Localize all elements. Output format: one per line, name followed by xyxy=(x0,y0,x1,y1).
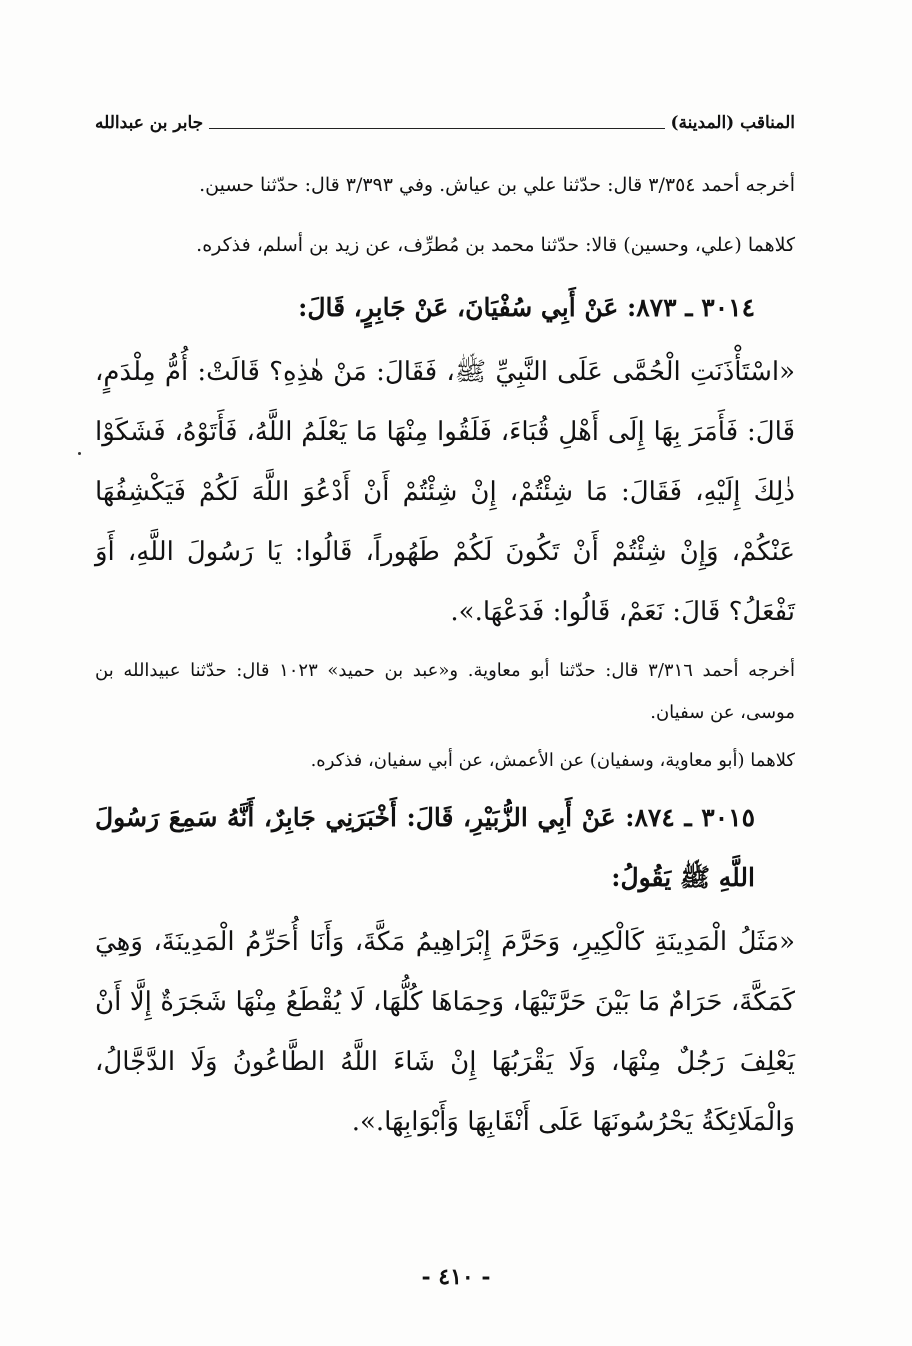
running-header xyxy=(95,108,795,138)
source-note: أخرجه أحمد ٣/٣٥٤ قال: حدّثنا علي بن عياش. وفي ٣/٣٩٣ قال: حدّثنا حسين. xyxy=(199,174,795,196)
header-rule xyxy=(209,128,664,129)
source-note: أخرجه أحمد ٣/٣١٦ قال: حدّثنا أبو معاوية. و«عبد بن حميد» ١٠٢٣ قال: حدّثنا عبيدالله بن موسى، عن سفيان. xyxy=(95,660,795,723)
source-note: كلاهما (علي، وحسين) قالا: حدّثنا محمد بن مُطرِّف، عن زيد بن أسلم، فذكره. xyxy=(196,234,795,256)
hadith-text: «مَثَلُ الْمَدِينَةِ كَالْكِيرِ، وَحَرَّمَ إِبْرَاهِيمُ مَكَّةَ، وَأَنَا أُحَرِّمُ الْمَدِينَةَ، وَهِيَ كَمَكَّةَ، حَرَامٌ مَا بَيْنَ حَرَّتَيْهَا، وَحِمَاهَا كُلُّهَا، لَا يُقْطَعُ مِنْهَا شَجَرَةٌ إِلَّا أَنْ يَعْلِفَ رَجُلٌ مِنْهَا، وَلَا يَقْرَبُهَا إِنْ شَاءَ اللَّهُ الطَّاعُونُ وَلَا الدَّجَّالُ، وَالْمَلَائِكَةُ يَحْرُسُونَهَا عَلَى أَنْقَابِهَا وَأَبْوَابِهَا.». xyxy=(95,927,795,1137)
page-number: - ٤١٠ - xyxy=(421,1264,491,1290)
source-note: كلاهما (أبو معاوية، وسفيان) عن الأعمش، عن أبي سفيان، فذكره. xyxy=(310,750,795,771)
hadith-heading: ٣٠١٥ ـ ٨٧٤: عَنْ أَبِي الزُّبَيْرِ، قَالَ: أَخْبَرَنِي جَابِرٌ، أَنَّهُ سَمِعَ رَسُولَ اللَّهِ ﷺ يَقُولُ: xyxy=(95,803,755,892)
hadith-text: «اسْتَأْذَنَتِ الْحُمَّى عَلَى النَّبِيِّ ﷺ، فَقَالَ: مَنْ هٰذِهِ؟ قَالَتْ: أُمُّ مِلْدَمٍ، قَالَ: فَأَمَرَ بِهَا إِلَى أَهْلِ قُبَاءَ، فَلَقُوا مِنْهَا مَا يَعْلَمُ اللَّهُ، فَأَتَوْهُ، فَشَكَوْا ذٰلِكَ إِلَيْهِ، فَقَالَ: مَا شِئْتُمْ، إِنْ شِئْتُمْ أَنْ أَدْعُوَ اللَّهَ لَكُمْ فَيَكْشِفُهَا عَنْكُمْ، وَإِنْ شِئْتُمْ أَنْ تَكُونَ لَكُمْ طَهُوراً، قَالُوا: يَا رَسُولَ اللَّهِ، أَوَ تَفْعَلُ؟ قَالَ: نَعَمْ، قَالُوا: فَدَعْهَا.». xyxy=(95,357,795,627)
scan-speck xyxy=(78,452,81,455)
section-title: جابر بن عبدالله xyxy=(95,113,204,133)
hadith-heading: ٣٠١٤ ـ ٨٧٣: عَنْ أَبِي سُفْيَانَ، عَنْ جَابِرٍ، قَالَ: xyxy=(298,293,755,322)
page-body xyxy=(95,158,795,1160)
chapter-title: المناقب (المدينة) xyxy=(670,113,795,133)
